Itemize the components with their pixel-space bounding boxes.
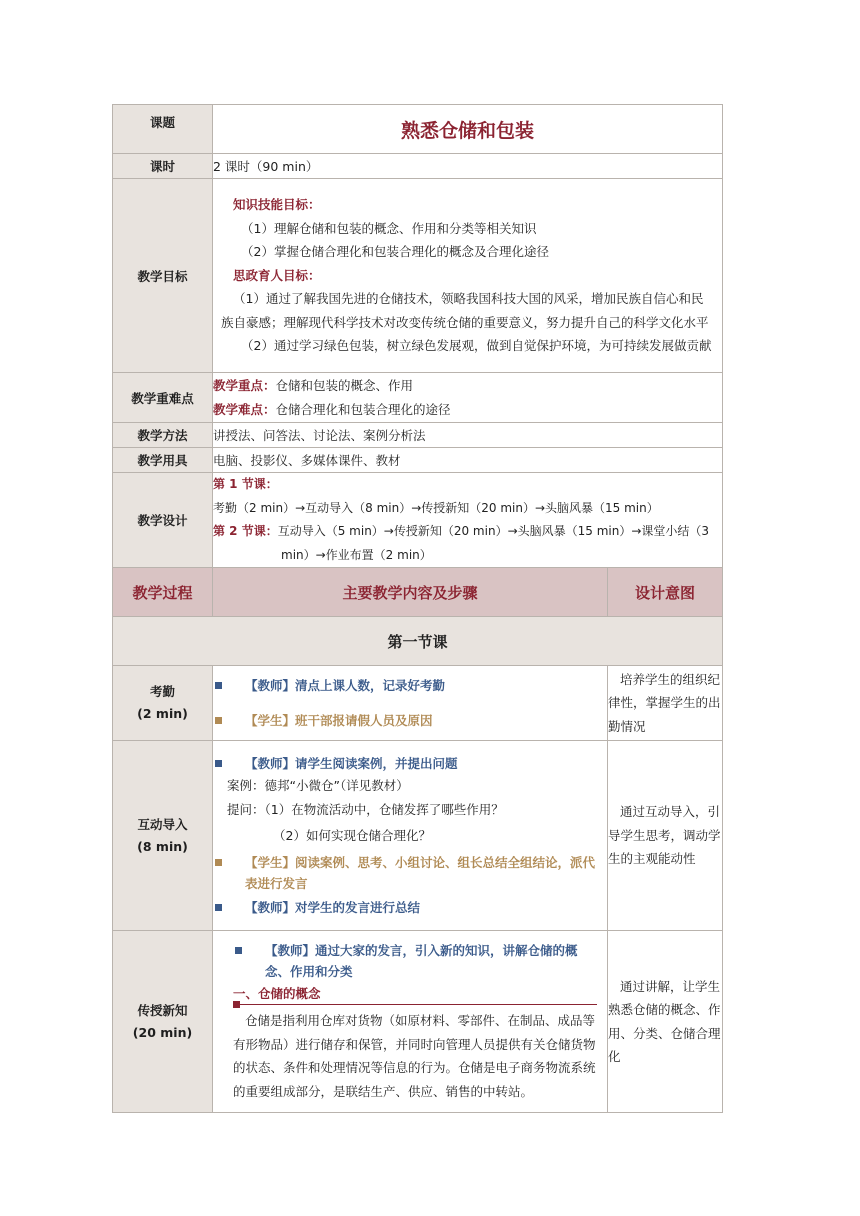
- design-s1-title: 第 1 节课：: [213, 477, 278, 491]
- intro-intent: 通过互动导入，引导学生思考，调动学生的主观能动性: [608, 741, 723, 931]
- keypoints-label: 教学重难点: [113, 373, 213, 423]
- difficult-value: 仓储合理化和包装合理化的途径: [275, 401, 451, 417]
- design-label: 教学设计: [113, 473, 213, 568]
- intro-row: [113, 741, 723, 931]
- topic-label: 课题: [113, 105, 213, 154]
- ideology-title: 思政育人目标：: [233, 267, 321, 283]
- hours-row: [113, 154, 723, 179]
- key-value: 仓储和包装的概念、作用: [275, 378, 414, 393]
- keypoints-row: [113, 373, 723, 423]
- lesson-plan-table: [112, 104, 723, 1113]
- col-process: 教学过程: [113, 568, 213, 617]
- topic-row: [113, 105, 723, 154]
- design-s2-title: 第 2 节课：: [213, 524, 278, 538]
- section-title: 第一节课: [113, 617, 723, 666]
- list-item: [213, 710, 607, 731]
- tools-label: 教学用具: [113, 448, 213, 473]
- teach-body: 仓储是指利用仓库对货物（如原材料、零部件、在制品、成品等有形物品）进行储存和保管，并同时向管理人员提供有关仓储货物的状态、条件和处理情况等信息的行为。仓储是电子商务物流系统的重要组成部分，是联结生产、供应、销售的中转站。: [233, 1013, 596, 1099]
- bullet-icon: [215, 717, 222, 724]
- intro-q1: 提问：（1）在物流活动中，仓储发挥了哪些作用？: [227, 801, 504, 817]
- bullet-icon: [235, 947, 242, 954]
- bullet-icon: [215, 682, 222, 689]
- intro-case: 案例：德邦“小微仓”（详见教材）: [227, 778, 409, 794]
- teach-heading: 一、仓储的概念: [233, 984, 597, 1005]
- column-header-row: [113, 568, 723, 617]
- hours-value: 2 课时（90 min）: [213, 154, 723, 179]
- attendance-teacher: 【教师】清点上课人数，记录好考勤: [245, 678, 446, 693]
- ideology-item: （1）通过了解我国先进的仓储技术，领略我国科技大国的风采，增加民族自信心和民族自豪感；理解现代科学技术对改变传统仓储的重要意义，努力提升自己的科学文化水平: [221, 291, 709, 330]
- bullet-icon: [215, 904, 222, 911]
- list-item: [233, 940, 597, 982]
- attendance-student: 班干部报请假人员及原因: [295, 713, 433, 728]
- intro-time: (8 min): [137, 838, 188, 854]
- tools-value: 电脑、投影仪、多媒体课件、教材: [213, 448, 723, 473]
- design-s1: 考勤（2 min）→互动导入（8 min）→传授新知（20 min）→头脑风暴（15 min）: [213, 500, 659, 515]
- design-row: [113, 473, 723, 568]
- methods-label: 教学方法: [113, 423, 213, 448]
- teach-label: 传授新知: [137, 1002, 188, 1018]
- knowledge-item: （2）掌握仓储合理化和包装合理化的概念及合理化途径: [241, 244, 549, 260]
- methods-value: 讲授法、问答法、讨论法、案例分析法: [213, 423, 723, 448]
- ideology-item: （2）通过学习绿色包装，树立绿色发展观，做到自觉保护环境，为可持续发展做贡献: [241, 338, 712, 354]
- teach-intent: 通过讲解，让学生熟悉仓储的概念、作用、分类、仓储合理化: [608, 931, 723, 1113]
- attendance-intent: 培养学生的组织纪律性，掌握学生的出勤情况: [608, 666, 723, 741]
- teach-time: (20 min): [132, 1024, 193, 1040]
- intro-student: 【学生】阅读案例、思考、小组讨论、组长总结全组结论，派代表进行发言: [245, 854, 596, 891]
- list-item: [213, 675, 607, 696]
- knowledge-item: （1）理解仓储和包装的概念、作用和分类等相关知识: [241, 220, 537, 236]
- intro-teacher2: 【教师】对学生的发言进行总结: [245, 899, 421, 915]
- difficult-title: 教学难点：: [213, 401, 276, 417]
- knowledge-title: 知识技能目标：: [233, 197, 321, 213]
- attendance-row: [113, 666, 723, 741]
- intro-teacher1: 【教师】请学生阅读案例，并提出问题: [245, 756, 458, 772]
- list-item: [213, 897, 607, 918]
- list-item: [213, 753, 607, 774]
- key-title: 教学重点：: [213, 378, 276, 393]
- hours-label: 课时: [113, 154, 213, 179]
- teach-teacher: 【教师】通过大家的发言，引入新的知识，讲解仓储的概念、作用和分类: [265, 943, 578, 979]
- intro-label: 互动导入: [137, 816, 188, 832]
- goals-label: 教学目标: [113, 179, 213, 373]
- col-intent: 设计意图: [608, 568, 723, 617]
- col-content: 主要教学内容及步骤: [213, 568, 608, 617]
- attendance-label: 考勤: [149, 684, 175, 699]
- teach-row: [113, 931, 723, 1113]
- attendance-time: (2 min): [137, 706, 188, 721]
- section-row: [113, 617, 723, 666]
- bullet-icon: [215, 760, 222, 767]
- intro-q2: （2）如何实现仓储合理化？: [273, 828, 431, 844]
- heading-marker-icon: [233, 1001, 240, 1008]
- list-item: [213, 852, 607, 894]
- topic-title: 熟悉仓储和包装: [213, 105, 723, 154]
- design-s2: 互动导入（5 min）→传授新知（20 min）→头脑风暴（15 min）→课堂小结（3 min）→作业布置（2 min）: [277, 524, 710, 562]
- attendance-student-tag: 【学生】: [245, 713, 296, 728]
- bullet-icon: [215, 859, 222, 866]
- goals-row: [113, 179, 723, 373]
- methods-row: [113, 423, 723, 448]
- tools-row: [113, 448, 723, 473]
